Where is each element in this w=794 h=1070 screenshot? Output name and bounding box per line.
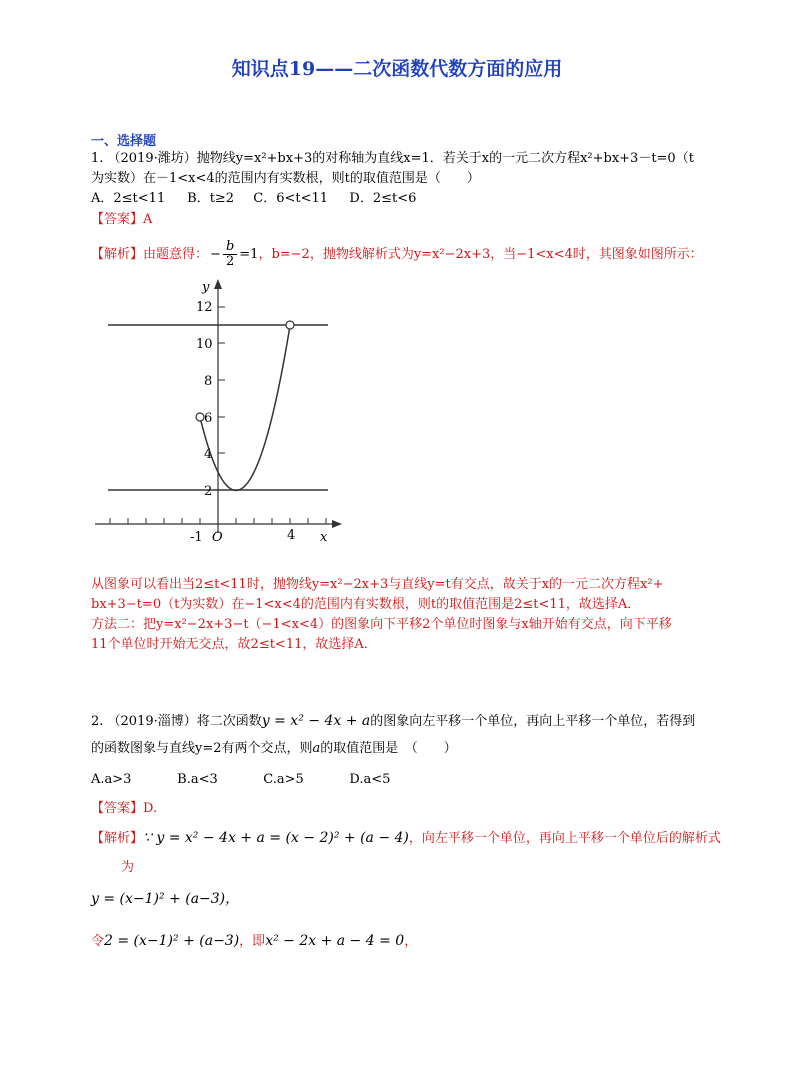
open-endpoint-left [196,413,204,421]
q2-option-c: C.a>5 [263,772,304,787]
analysis-pre: 由题意得： [143,246,209,262]
q2-answer: 【答案】D. [91,801,158,816]
q1-analysis [91,240,703,269]
q2-stem2-pre: 的函数图象与直线y=2有两个交点，则 [91,741,313,756]
y-tick-label-4: 4 [204,447,213,462]
analysis-post: ，b=−2，抛物线解析式为y=x²−2x+3，当−1<x<4时，其图象如图所示： [258,246,703,262]
y-tick-label-2: 2 [204,484,213,499]
x-tick-label-4: 4 [287,528,296,543]
q2-line4-mid: ，即 [239,934,266,949]
x-axis-label: x [320,530,328,545]
y-tick-label-6: 6 [204,411,213,426]
fraction [223,240,237,269]
page-title: 知识点19——二次函数代数方面的应用 [231,58,563,80]
q2-analysis-line1 [91,829,721,848]
q2-analysis-line4 [91,932,417,951]
q1-option-c: C．6<t<11 [253,191,329,206]
q1-option-a: A．2≤t<11 [91,191,166,206]
y-tick-label-12: 12 [196,300,213,315]
q2-analysis-line3: y = (x−1)² + (a−3)， [91,891,240,907]
analysis-label: 【解析】 [91,246,144,262]
q2-analysis-post1: ，向左平移一个单位，再向上平移一个单位后的解析式 [408,831,721,846]
q2-option-b: B.a<3 [177,772,218,787]
q2-analysis-expr1: ∵ y = x² − 4x + a = (x − 2)² + (a − 4) [143,830,409,846]
x-tick-label-neg1: -1 [190,530,203,545]
q2-analysis-line2: 为 [121,860,135,875]
q1-conclusion-line3: 方法二：把y=x²−2x+3−t（−1<x<4）的图象向下平移2个单位时图象与x轴开始有交点，向下平移 [91,617,672,632]
q2-option-d: D.a<5 [349,772,391,787]
q2-stem-pre: 2. （2019·淄博）将二次函数 [91,714,262,729]
fraction-suffix: =1 [239,246,259,262]
section-heading: 一、选择题 [91,134,157,149]
q1-option-b: B．t≥2 [187,191,235,206]
q2-stem-post: 的图象向左平移一个单位，再向上平移一个单位，若得到 [370,714,696,729]
open-endpoint-right [286,321,294,329]
origin-label: O [212,530,223,545]
q2-line4-expr2: x² − 2x + a − 4 = 0 [265,933,405,949]
q2-line4-post: ， [404,934,418,949]
fraction-prefix: − [210,246,221,262]
q2-analysis-label: 【解析】 [91,831,144,846]
q2-options [91,771,390,789]
y-tick-label-8: 8 [204,374,213,389]
q1-conclusion-line2: bx+3−t=0（t为实数）在−1<x<4的范围内有实数根，则t的取值范围是2≤t<11，故选择A． [91,597,641,612]
y-axis-arrow [214,279,222,289]
q2-line4-expr1: 2 = (x−1)² + (a−3) [104,933,240,949]
q2-stem-line1 [91,712,695,731]
y-axis-label: y [202,280,210,295]
parabola-graph [90,275,360,555]
q1-conclusion-line4: 11个单位时开始无交点，故2≤t<11，故选择A． [91,637,377,652]
parabola-curve [200,326,290,491]
q1-option-d: D．2≤t<6 [349,191,417,206]
fraction-numerator: b [223,240,237,255]
x-axis-arrow [332,520,342,528]
q1-stem-line2: 为实数）在－1<x<4的范围内有实数根，则t的取值范围是（ ） [91,171,480,186]
q1-stem-line1: 1. （2019·潍坊）抛物线y=x²+bx+3的对称轴为直线x=1．若关于x的一元二次方程x²+bx+3－t=0（t [91,151,694,166]
q1-conclusion-line1: 从图象可以看出当2≤t<11时，抛物线y=x²−2x+3与直线y=t有交点，故关于x的一元二次方程x²+ [91,577,664,592]
y-ticks [218,307,225,490]
y-tick-label-10: 10 [196,337,213,352]
q2-line4-pre: 令 [91,934,105,949]
fraction-denominator: 2 [225,254,235,269]
q2-stem-line2 [91,740,457,758]
q2-function-expr: y = x² − 4x + a [261,713,371,729]
q2-stem2-post: 的取值范围是 （ ） [320,741,457,756]
q2-variable-a: a [312,741,321,756]
q1-answer: 【答案】A [91,212,153,227]
q1-options [91,190,416,208]
q2-option-a: A.a>3 [91,772,132,787]
